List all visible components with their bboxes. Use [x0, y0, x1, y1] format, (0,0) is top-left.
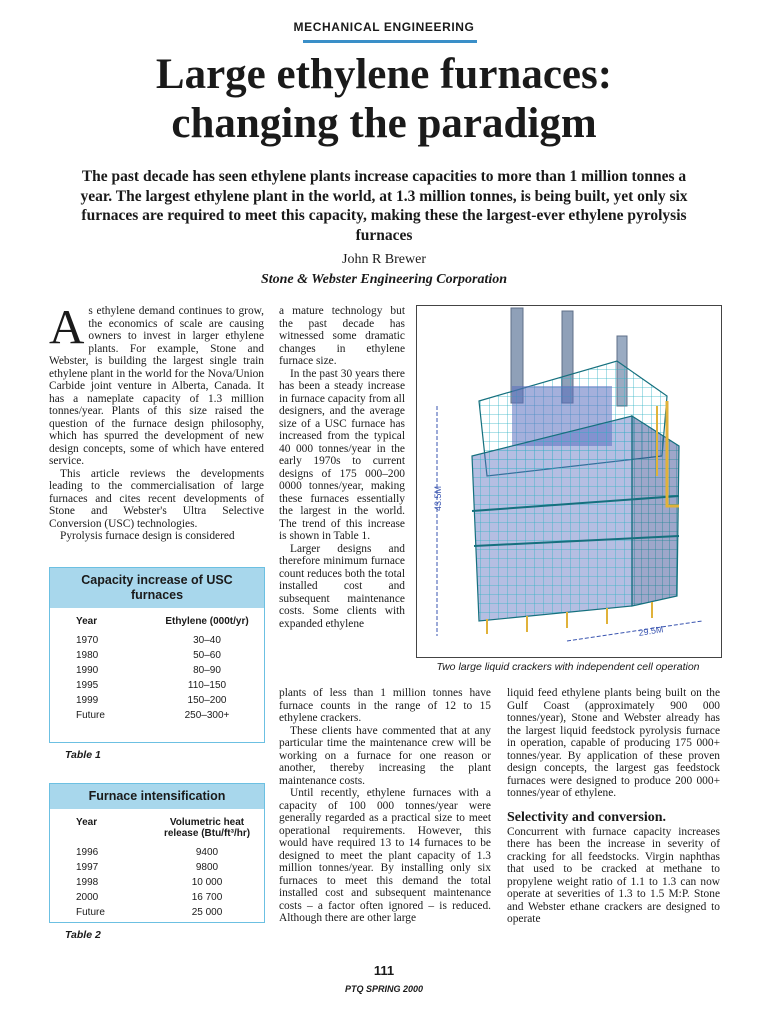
table-2-box [49, 783, 265, 923]
table-1-row-value: 80–90 [193, 664, 221, 676]
table-1-body [50, 633, 264, 723]
col1-paragraph-2: This article reviews the developments leading to the commercialisation of large furnaces and cites recent developments of Stone and Webster's Ultra Selective Conversion (USC) technologies. [49, 467, 264, 530]
table-2-row [50, 890, 264, 905]
table-2-row [50, 860, 264, 875]
author-name: John R Brewer [342, 252, 426, 267]
col2b-paragraph-3: Until recently, ethylene furnaces with a capacity of 100 000 tonnes/year were generally regarded as a practical size to meet operational requirements. However, this would have required 13 to 14 furnaces to be designed to meet the plant capacity of 1.3 million tonnes/year. By installing only six furnaces to meet this demand the total installed cost and subsequent maintenance costs – a factor often ignored – is reduced. Although there are other large [279, 787, 491, 924]
width-dimension-line [567, 621, 702, 641]
table-1-row-value: 50–60 [193, 649, 221, 661]
title-line-2: changing the paradigm [171, 100, 597, 147]
table-1-header-row [50, 614, 264, 633]
table-1-row-year: 1990 [76, 664, 99, 676]
table-1 [50, 614, 264, 723]
table-1-row-value: 110–150 [187, 679, 227, 691]
table-2-label: Table 2 [65, 929, 101, 941]
table-1-row [50, 663, 264, 678]
page-footer: PTQ SPRING 2000 [344, 984, 424, 994]
col2b-paragraph-2: These clients have commented that at any particular time the maintenance crew will be working on a furnace for one reason or another, thereby increasing the plant maintenance costs. [279, 724, 491, 787]
table-2-body [50, 845, 264, 920]
table-1-col-value: Ethylene (000t/yr) [165, 616, 249, 627]
col3-paragraph-2: Concurrent with furnace capacity increases there has been the increase in severity of cracking for all feedstocks. Virgin naphthas that used to be cracked at methane to propylene weight ratio of 1.1 to 1.3 can now operate at severities of 1.3 to 1.5 M:P. Stone and Webster ethane crackers are designed to operate [507, 825, 720, 925]
table-1-row-year: 1970 [76, 634, 99, 646]
table-1-title: Capacity increase of USC furnaces [50, 568, 264, 608]
table-1-row-year: 1999 [76, 694, 99, 706]
table-1-row [50, 633, 264, 648]
col2b-paragraph-1: plants of less than 1 million tonnes have furnace counts in the range of 12 to 15 ethylene crackers. [279, 687, 491, 724]
furnace-drawing [417, 306, 721, 657]
firebox-side-grid [632, 416, 679, 606]
author-organization: Stone & Webster Engineering Corporation [260, 272, 508, 287]
title-line-1: Large ethylene furnaces: [155, 51, 613, 98]
section-header: MECHANICAL ENGINEERING [293, 20, 475, 34]
table-2-row [50, 905, 264, 920]
table-2-header-row [50, 815, 264, 845]
col3-paragraph-1: liquid feed ethylene plants being built on the Gulf Coast (approximately 900 000 tonnes/year), Stone and Webster already has the largest liquid feedstock pyrolysis furnace in operation, capable of producing 175 000+ tonnes/year. By application of these proven design concepts, the largest gas feedstock furnaces were designed to produce 200 000+ tonnes/year of ethylene. [507, 687, 720, 799]
table-1-box [49, 567, 265, 743]
table-1-label: Table 1 [65, 749, 101, 761]
furnace-illustration [416, 305, 722, 658]
table-2-row-year: 2000 [76, 891, 99, 903]
table-2-row-value: 10 000 [191, 876, 223, 888]
col1-paragraph-1 [49, 299, 264, 468]
column-2-top [279, 305, 405, 630]
section-rule [303, 40, 477, 43]
table-1-col-year: Year [76, 616, 98, 627]
table-1-row-value: 250–300+ [184, 709, 230, 721]
column-2-bottom [279, 687, 491, 925]
article-title [0, 50, 768, 148]
table-2 [50, 815, 264, 920]
table-2-row-year: 1996 [76, 846, 99, 858]
table-1-row-year: 1995 [76, 679, 99, 691]
table-2-row-value: 9800 [195, 861, 219, 873]
column-1 [49, 299, 264, 543]
figure-caption: Two large liquid crackers with independent cell operation [436, 661, 700, 673]
table-2-col-year: Year [76, 817, 98, 828]
table-2-col-value: Volumetric heat release (Btu/ft³/hr) [163, 817, 251, 839]
column-3 [507, 687, 720, 926]
section-heading-selectivity: Selectivity and conversion. [507, 809, 667, 825]
width-dimension-label: 29.5M [637, 624, 665, 638]
col1-paragraph-3: Pyrolysis furnace design is considered [60, 530, 235, 542]
table-1-row [50, 648, 264, 663]
col2a-paragraph-3: Larger designs and therefore minimum furnace count reduces both the total installed cost and subsequent maintenance costs. Some clients with expanded ethylene [279, 542, 405, 630]
table-1-row-year: Future [76, 709, 105, 721]
table-1-row [50, 678, 264, 693]
col2a-paragraph-1: a mature technology but the past decade has witnessed some dramatic changes in ethylene furnace size. [279, 305, 405, 367]
article-deck: The past decade has seen ethylene plants increase capacities to more than 1 million tonnes a year. The largest ethylene plant in the world, at 1.3 million tonnes, is being built, yet only six furnaces are required to meet this capacity, making these the largest-ever ethylene pyrolysis furnaces [80, 168, 688, 244]
table-2-title: Furnace intensification [50, 784, 264, 809]
col1-p1-text: s ethylene demand continues to grow, the economics of scale are causing owners to invest in larger ethylene plants. For example, Stone and Webster, is building the largest single train ethylene plant in the world for the Nova/Union Carbide joint venture in Alberta, Canada. It has a nameplate capacity of 1.3 million tonnes/year. Plants of this size raised the question of the furnace design philosophy, which has spurred the development of new design concepts, some of which have entered service. [49, 305, 264, 467]
table-2-row-value: 9400 [195, 846, 219, 858]
table-1-row [50, 708, 264, 723]
table-2-row-value: 16 700 [191, 891, 223, 903]
table-2-row-value: 25 000 [191, 906, 223, 918]
table-2-row [50, 875, 264, 890]
table-1-row-value: 150–200 [187, 694, 227, 706]
table-2-row-year: 1997 [76, 861, 99, 873]
table-1-row-value: 30–40 [193, 634, 221, 646]
table-2-row-year: 1998 [76, 876, 99, 888]
table-1-row-year: 1980 [76, 649, 99, 661]
col2a-paragraph-2: In the past 30 years there has been a steady increase in furnace capacity from all designers, and the average size of a USC furnace has increased from the typical 40 000 tonnes/year in the early 1970s to current designs of 175 000–200 0000 tonnes/year, making these furnaces essentially the largest in the world. The trend of this increase is shown in Table 1. [279, 367, 405, 542]
table-2-row-year: Future [76, 906, 105, 918]
drop-cap: A [49, 299, 85, 354]
table-1-row [50, 693, 264, 708]
table-2-row [50, 845, 264, 860]
page-number: 111 [373, 963, 395, 978]
height-dimension-label: 43.5M [433, 485, 443, 511]
